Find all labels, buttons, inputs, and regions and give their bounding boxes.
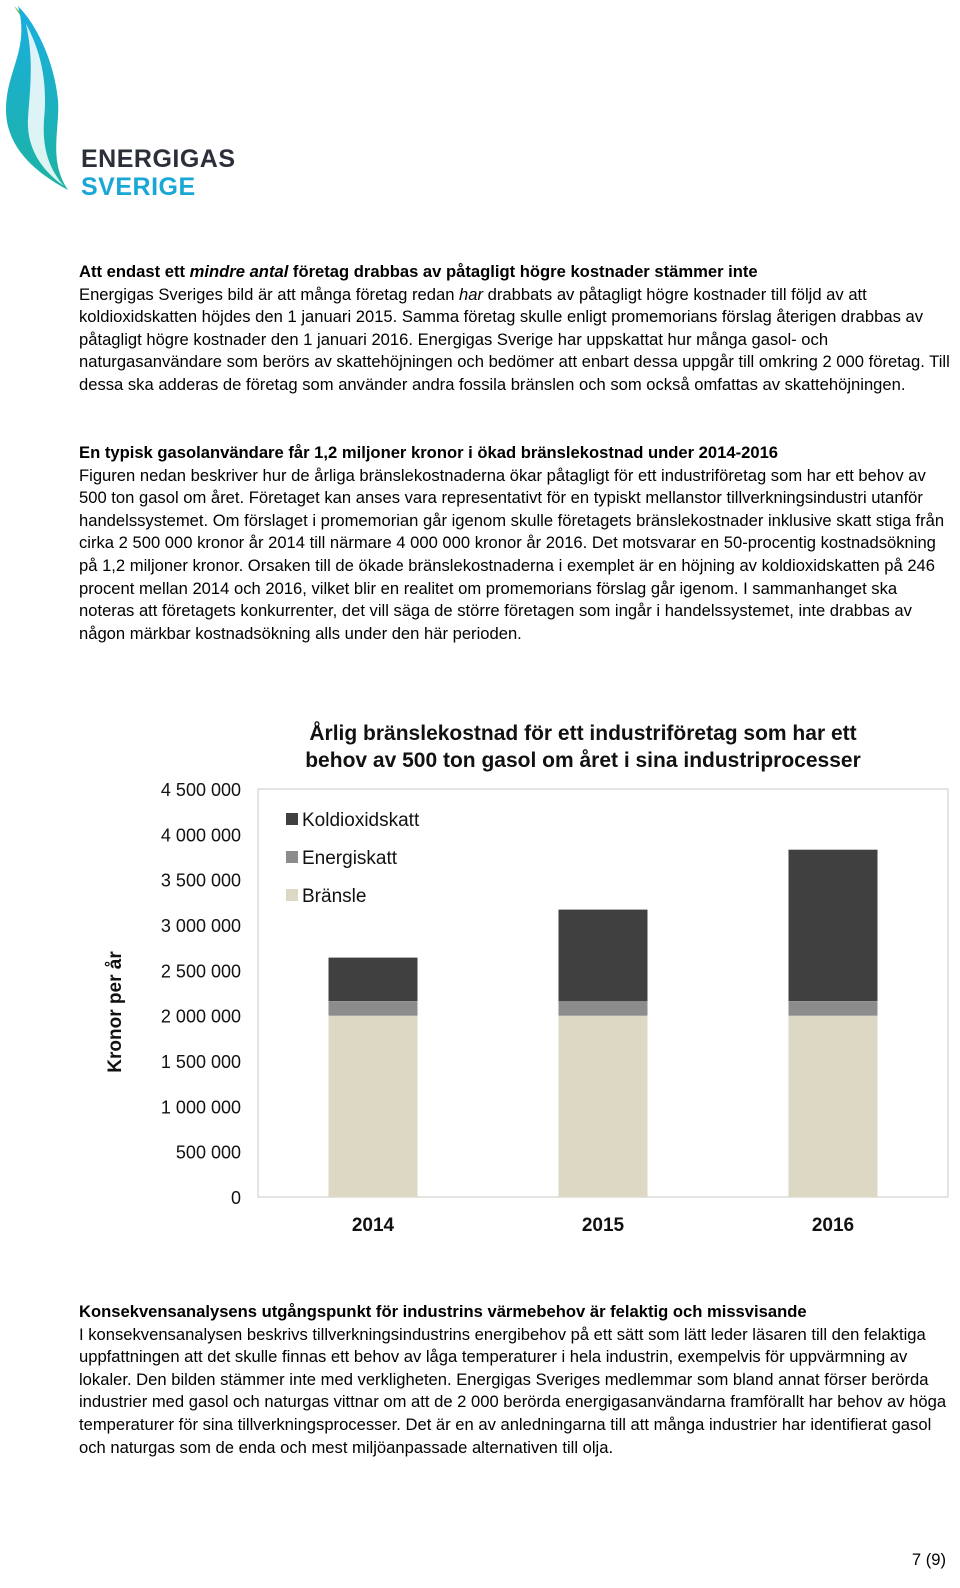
legend-swatch (286, 889, 298, 901)
bar-segment-koldioxidskatt-2016 (789, 850, 878, 1001)
logo-wordmark (81, 145, 236, 201)
bar-segment-bränsle-2014 (329, 1016, 418, 1197)
section2-body: Figuren nedan beskriver hur de årliga bränslekostnaderna ökar påtagligt för ett industriföretag som har ett behov av 500 ton gasol om året. Företaget kan anses vara representativt för en typiskt mellanstor tillverkningsindustri utanför handelssystemet. Om förslaget i promemorian går igenom skulle företagets bränslekostnader inklusive skatt stiga från cirka 2 500 000 kronor år 2014 till närmare 4 000 000 kronor år 2016. Det motsvarar en 50-procentig kostnadsökning på 1,2 miljoner kronor. Orsaken till de ökade bränslekostnaderna i exemplet är en höjning av koldioxidskatten på 246 procent mellan 2014 och 2016, vilket blir en realitet om promemorians förslag går igenom. I sammanhanget ska noteras att företagets konkurrenter, det vill säga de större företagen som ingår i handelssystemet, inte drabbas av någon märkbar kostnadsökning alls under den här perioden. (79, 465, 945, 643)
logo-line2: SVERIGE (81, 173, 196, 201)
y-tick-label: 4 000 000 (160, 825, 241, 846)
section1-heading: Att endast ett mindre antal företag drabbas av påtagligt högre kostnader stämmer inte (79, 262, 758, 281)
section1-body: Energigas Sveriges bild är att många företag redan har drabbats av påtagligt högre kostnader till följd av att koldioxidskatten höjdes den 1 januari 2015. Samma företag skulle enligt promemorians förslag återigen drabbas av påtagligt högre kostnader den 1 januari 2016. Energigas Sverige har uppskattat hur många gasol- och naturgasanvändare som berörs av skattehöjningen och bedömer att enbart dessa uppgår till omkring 2 000 företag. Till dessa ska adderas de företag som använder andra fossila bränslen och som också omfattas av skattehöjningen. (79, 284, 950, 394)
chart-title-line1: Årlig bränslekostnad för ett industriföretag som har ett (309, 722, 857, 745)
legend-label: Koldioxidskatt (302, 810, 420, 831)
section-typical-user (79, 442, 954, 645)
x-tick-label: 2016 (811, 1215, 855, 1236)
section-companies-affected (79, 261, 954, 397)
fuel-cost-chart (0, 700, 960, 1270)
x-tick-label: 2015 (581, 1215, 625, 1236)
section3-body: I konsekvensanalysen beskrivs tillverkningsindustrins energibehov på ett sätt som lätt leder läsaren till den felaktiga uppfattningen att det skulle finnas ett behov av låga temperaturer i hela industrin, exempelvis för uppvärmning av lokaler. Den bilden stämmer inte med verkligheten. Energigas Sveriges medlemmar som bland annat förser berörda industrier med gasol och naturgas vittnar om att de 2 000 berörda energigasanvändarna framförallt har behov av höga temperaturer för sina tillverkningsprocesser. Det är en av anledningarna till att många industrier har identifierat gasol och naturgas som de enda och mest miljöanpassade alternativen till olja. (79, 1324, 947, 1457)
y-tick-label: 1 000 000 (160, 1097, 241, 1118)
bar-segment-bränsle-2016 (789, 1016, 878, 1197)
section3-heading: Konsekvensanalysens utgångspunkt för industrins värmebehov är felaktig och missvisande (79, 1302, 807, 1321)
legend-label: Energiskatt (302, 848, 398, 869)
logo-line1: ENERGIGAS (81, 145, 236, 173)
y-tick-label: 3 000 000 (160, 916, 241, 936)
legend-label: Bränsle (302, 886, 367, 907)
y-tick-label: 4 500 000 (160, 780, 241, 800)
bar-segment-bränsle-2015 (559, 1016, 648, 1197)
section-heat-demand (79, 1301, 954, 1459)
y-tick-label: 1 500 000 (160, 1052, 241, 1072)
section2-heading: En typisk gasolanvändare får 1,2 miljoner kronor i ökad bränslekostnad under 2014-2016 (79, 443, 779, 462)
x-tick-label: 2014 (351, 1215, 395, 1236)
y-tick-label: 0 (230, 1188, 241, 1208)
bar-segment-energiskatt-2014 (329, 1001, 418, 1016)
chart-title-line2: behov av 500 ton gasol om året i sina industriprocesser (305, 749, 861, 772)
bar-segment-koldioxidskatt-2014 (329, 958, 418, 1002)
y-tick-label: 500 000 (175, 1142, 241, 1163)
bar-segment-koldioxidskatt-2015 (559, 910, 648, 1002)
legend-swatch (286, 851, 298, 863)
y-tick-label: 3 500 000 (160, 870, 241, 891)
y-tick-label: 2 500 000 (160, 961, 241, 982)
chart-y-axis-label: Kronor per år (105, 951, 126, 1073)
bar-segment-energiskatt-2015 (559, 1001, 648, 1016)
bar-segment-energiskatt-2016 (789, 1001, 878, 1016)
y-tick-label: 2 000 000 (160, 1006, 241, 1027)
legend-swatch (286, 813, 298, 825)
page-number: 7 (9) (911, 1550, 946, 1569)
